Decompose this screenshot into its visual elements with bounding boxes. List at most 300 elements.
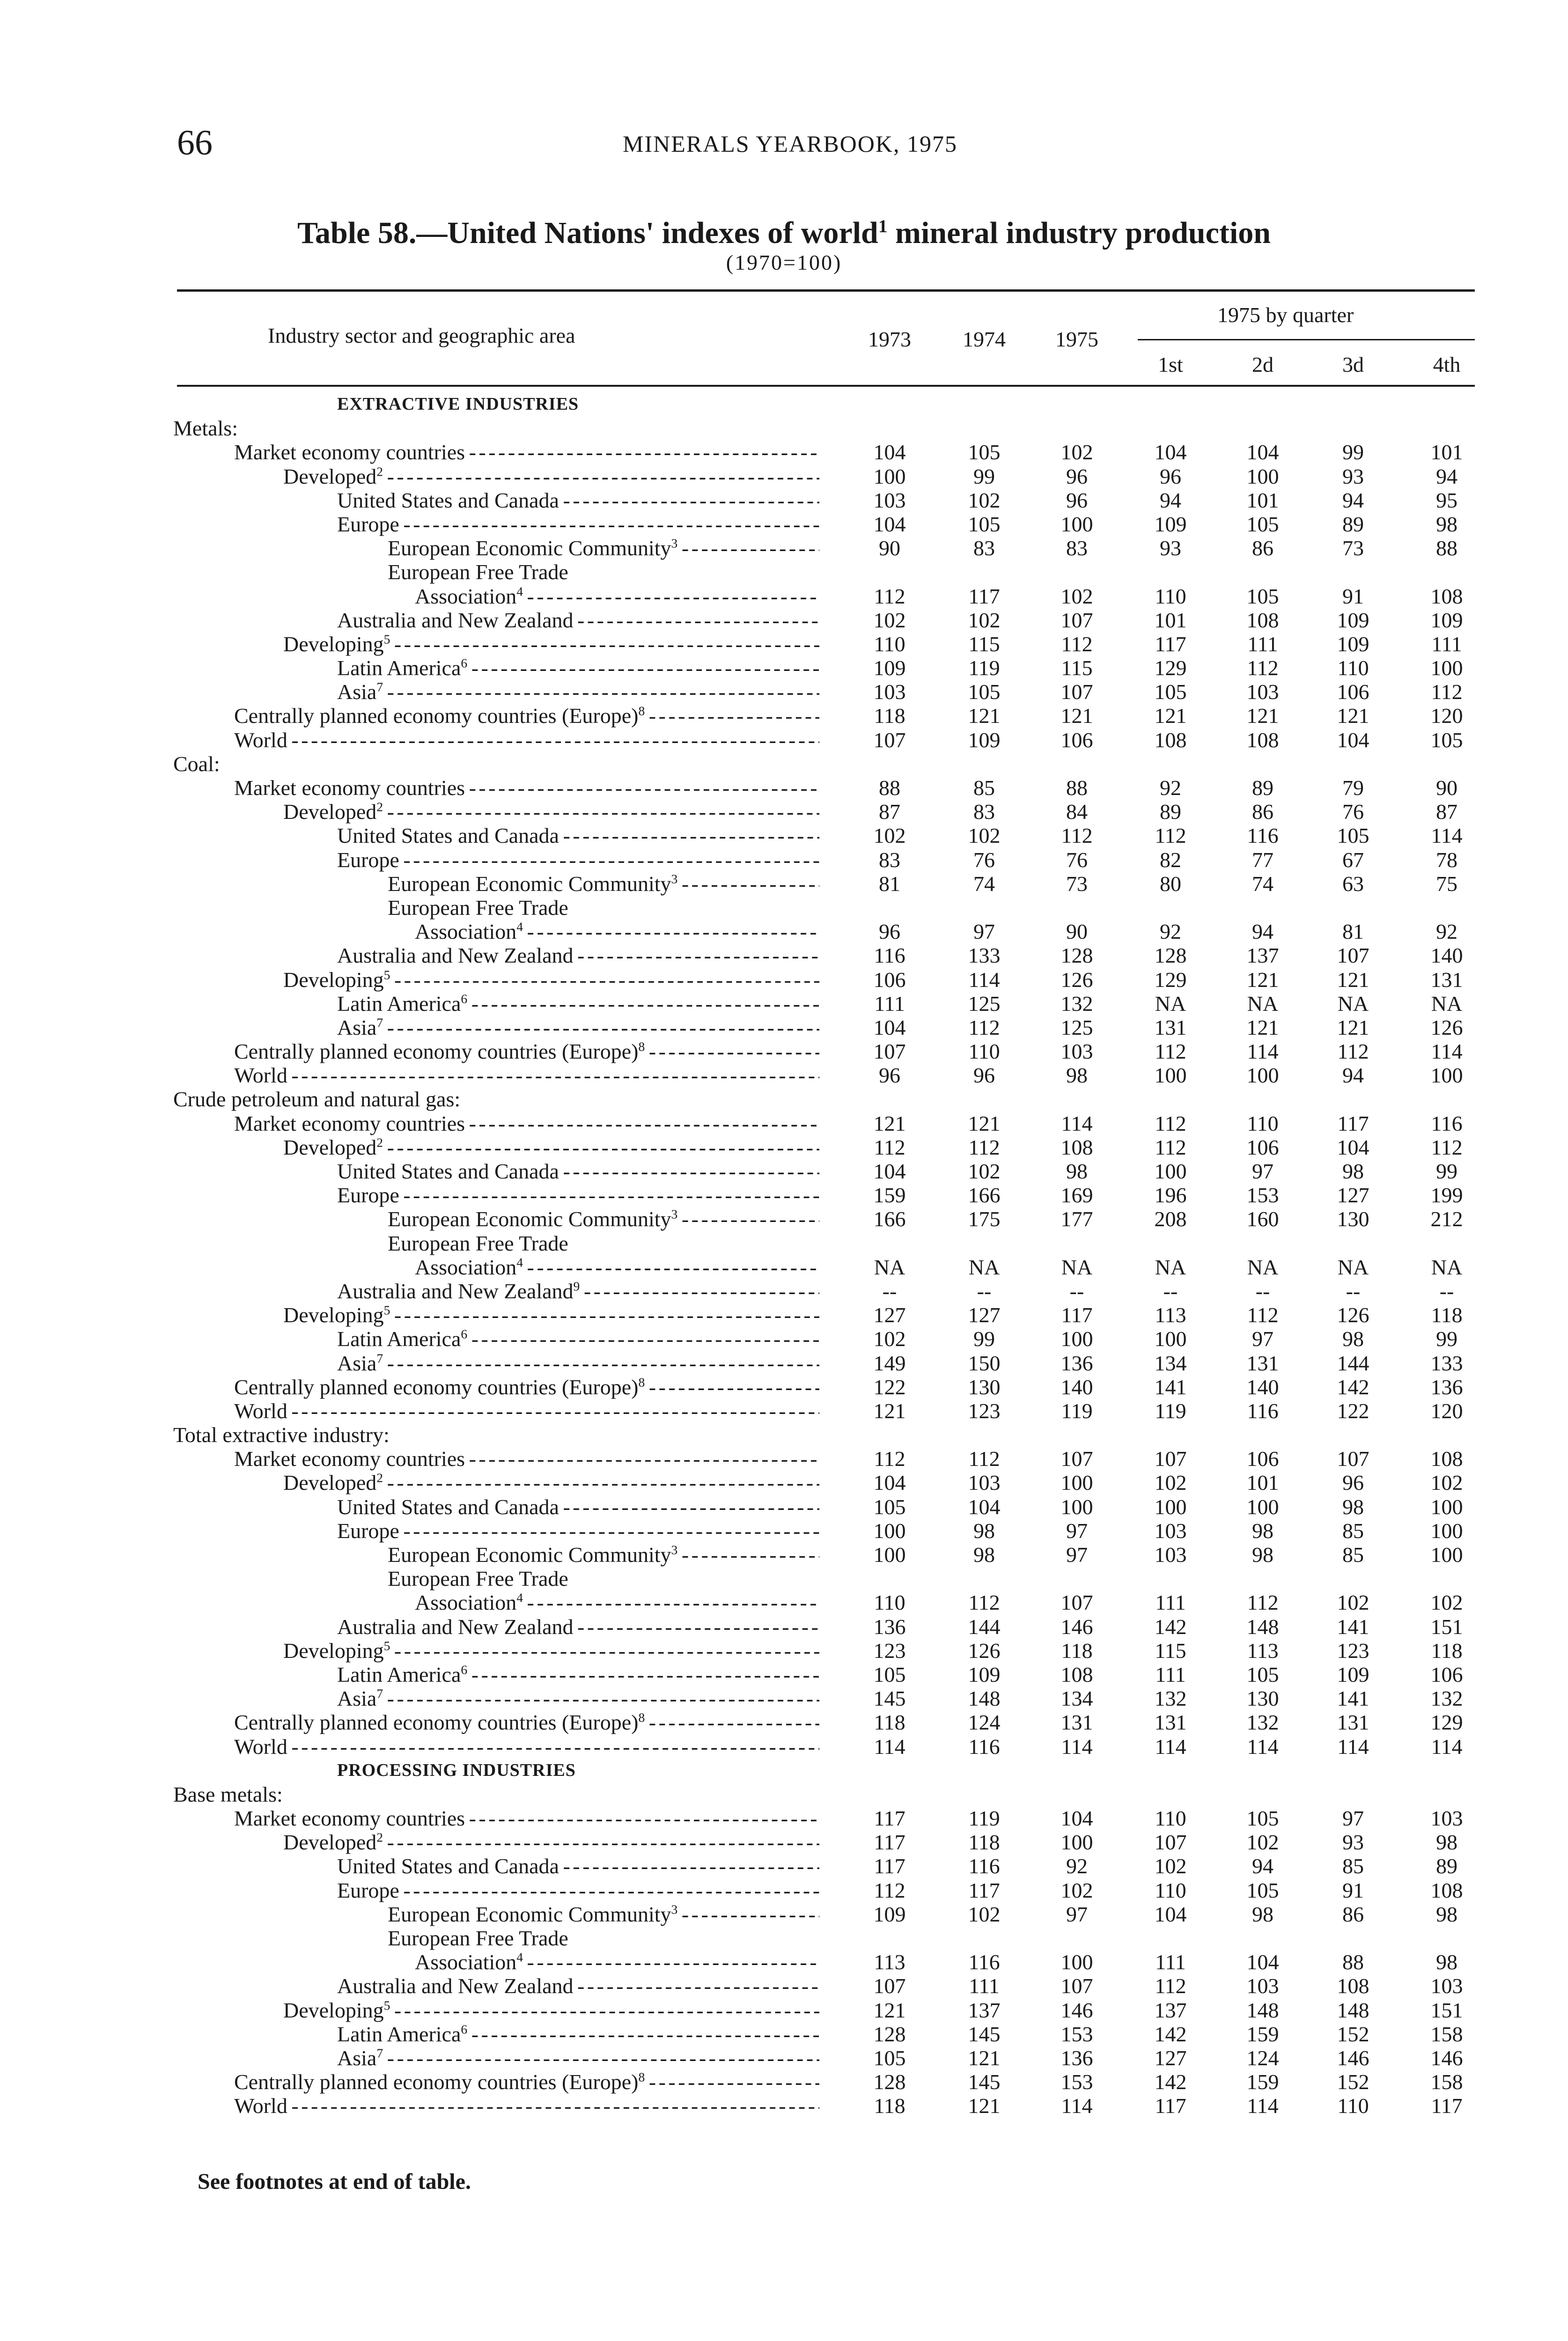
cell-1975-q2: 108 xyxy=(1246,608,1279,632)
group-heading-row xyxy=(0,416,1568,440)
row-label xyxy=(337,1878,819,1902)
row-footnote-marker: 4 xyxy=(516,920,523,934)
row-label-text: Developing xyxy=(283,1638,384,1663)
cell-1974: 130 xyxy=(968,1375,1001,1399)
cell-1975-q2: 100 xyxy=(1246,1063,1279,1088)
row-label-text: Latin America xyxy=(337,2022,461,2046)
cell-1975-q3: 85 xyxy=(1342,1518,1364,1543)
row-label xyxy=(234,776,819,800)
row-label-text: European Economic Community xyxy=(388,871,671,896)
row-label xyxy=(337,2046,819,2070)
row-label-text: Crude petroleum and natural gas: xyxy=(173,1087,461,1112)
cell-1974: 117 xyxy=(968,584,1000,608)
cell-1975-q1: 100 xyxy=(1154,1494,1187,1519)
cell-1975-q4: 108 xyxy=(1430,1878,1463,1902)
cell-1974: 76 xyxy=(973,847,995,872)
cell-1975-q4: 100 xyxy=(1430,1063,1463,1088)
cell-1975: 100 xyxy=(1060,1830,1093,1855)
cell-1975-q2: 110 xyxy=(1247,1111,1279,1135)
cell-1975-q2: 116 xyxy=(1247,1399,1279,1423)
cell-1975-q1: 89 xyxy=(1160,800,1181,824)
cell-1975-q1: 114 xyxy=(1155,1734,1186,1759)
row-label-text: Market economy countries xyxy=(234,776,465,800)
cell-1975-q1: 100 xyxy=(1154,1327,1187,1351)
cell-1974: 137 xyxy=(968,1998,1001,2022)
cell-1975-q1: 112 xyxy=(1155,1039,1186,1064)
row-label xyxy=(337,1159,819,1183)
row-label-text: United States and Canada xyxy=(337,1854,559,1878)
cell-1975: 84 xyxy=(1066,800,1088,824)
cell-1975-q4: NA xyxy=(1431,991,1463,1016)
cell-1974: 85 xyxy=(973,776,995,800)
cell-1975-q1: 134 xyxy=(1154,1351,1187,1375)
cell-1975-q3: 96 xyxy=(1342,1471,1364,1495)
cell-1973: 121 xyxy=(873,1399,906,1423)
cell-1973: 113 xyxy=(874,1950,905,1974)
cell-1975-q2: 112 xyxy=(1247,1303,1279,1327)
cell-1975: 100 xyxy=(1060,1471,1093,1495)
cell-1974: 121 xyxy=(968,1111,1001,1135)
header-quarter-4th: 4th xyxy=(1433,353,1461,376)
cell-1974: 112 xyxy=(968,1135,1000,1159)
cell-1974: 99 xyxy=(973,464,995,488)
cell-1975-q2: 100 xyxy=(1246,1494,1279,1519)
group-heading-row xyxy=(0,1087,1568,1111)
cell-1973: 87 xyxy=(879,800,900,824)
cell-1975-q2: 124 xyxy=(1246,2046,1279,2070)
row-label xyxy=(283,1639,819,1663)
cell-1975-q4: 102 xyxy=(1430,1471,1463,1495)
cell-1975-q2: 104 xyxy=(1246,1950,1279,1974)
table-row xyxy=(0,1255,1568,1279)
cell-1973: 110 xyxy=(874,1590,905,1615)
table-row xyxy=(0,1854,1568,1878)
cell-1975-q4: -- xyxy=(1439,1279,1454,1303)
cell-1975-q2: 105 xyxy=(1246,1662,1279,1686)
cell-1975-q2: 121 xyxy=(1246,967,1279,992)
cell-1975: 131 xyxy=(1060,1710,1093,1735)
section-heading-row xyxy=(0,392,1568,416)
cell-1975-q4: 103 xyxy=(1430,1974,1463,1998)
cell-1975: 115 xyxy=(1061,656,1093,680)
table-row xyxy=(0,1686,1568,1710)
cell-1974: 109 xyxy=(968,728,1001,752)
cell-1975-q1: 137 xyxy=(1154,1998,1187,2022)
cell-1973: 118 xyxy=(874,2094,905,2118)
cell-1975-q3: 88 xyxy=(1342,1950,1364,1974)
cell-1974: 104 xyxy=(968,1494,1001,1519)
cell-1973: 127 xyxy=(873,1303,906,1327)
cell-1975-q1: NA xyxy=(1155,1255,1186,1279)
cell-1974: 97 xyxy=(973,920,995,944)
table-row xyxy=(0,1543,1568,1567)
cell-1975-q4: 118 xyxy=(1431,1303,1463,1327)
table-row xyxy=(0,1495,1568,1519)
row-label xyxy=(415,1255,819,1279)
row-label-text: Asia xyxy=(337,2046,377,2070)
cell-1975-q4: 120 xyxy=(1430,704,1463,728)
cell-1974: NA xyxy=(968,1255,1000,1279)
cell-1975: 98 xyxy=(1066,1063,1088,1088)
cell-1973: 104 xyxy=(873,1015,906,1039)
row-label xyxy=(415,1950,819,1974)
row-label xyxy=(337,1279,819,1303)
header-sector: Industry sector and geographic area xyxy=(268,324,575,347)
cell-1975-q3: 109 xyxy=(1337,608,1369,632)
cell-1975-q4: 114 xyxy=(1431,1039,1463,1064)
cell-1975-q4: 132 xyxy=(1430,1686,1463,1711)
cell-1975-q3: 112 xyxy=(1337,1039,1369,1064)
cell-1975-q2: 86 xyxy=(1252,536,1274,560)
cell-1975-q1: 108 xyxy=(1154,728,1187,752)
table-row xyxy=(0,560,1568,584)
cell-1975-q4: 108 xyxy=(1430,1447,1463,1471)
cell-1975-q3: 85 xyxy=(1342,1543,1364,1567)
row-footnote-marker: 7 xyxy=(376,680,383,694)
cell-1975-q3: 141 xyxy=(1337,1686,1369,1711)
table-row xyxy=(0,1902,1568,1926)
cell-1975-q1: 112 xyxy=(1155,824,1186,848)
cell-1975-q2: 98 xyxy=(1252,1543,1274,1567)
group-heading-row xyxy=(0,1782,1568,1806)
table-row xyxy=(0,1303,1568,1327)
cell-1975-q3: 91 xyxy=(1342,1878,1364,1902)
row-label-text: European Free Trade xyxy=(388,895,568,920)
cell-1975-q2: 94 xyxy=(1252,920,1274,944)
cell-1975-q1: 102 xyxy=(1154,1854,1187,1878)
cell-1975-q2: 121 xyxy=(1246,704,1279,728)
row-label-text: Australia and New Zealand xyxy=(337,1279,574,1303)
cell-1975: -- xyxy=(1069,1279,1084,1303)
row-label-text: Europe xyxy=(337,1183,399,1207)
row-label-text: Latin America xyxy=(337,1327,461,1351)
cell-1973: 117 xyxy=(874,1854,905,1878)
cell-1975-q4: 120 xyxy=(1430,1399,1463,1423)
cell-1975-q1: 100 xyxy=(1154,1063,1187,1088)
running-head: MINERALS YEARBOOK, 1975 xyxy=(623,131,957,157)
row-label-text: Australia and New Zealand xyxy=(337,943,574,968)
cell-1975-q3: 94 xyxy=(1342,488,1364,512)
table-row xyxy=(0,1207,1568,1231)
cell-1973: 96 xyxy=(879,920,900,944)
cell-1974: 99 xyxy=(973,1327,995,1351)
row-footnote-marker: 4 xyxy=(516,584,523,599)
cell-1975-q4: 100 xyxy=(1430,1518,1463,1543)
cell-1975: 112 xyxy=(1061,824,1093,848)
cell-1975-q1: 80 xyxy=(1160,871,1181,896)
cell-1975-q4: 75 xyxy=(1436,871,1458,896)
table-row xyxy=(0,464,1568,488)
cell-1975-q3: 126 xyxy=(1337,1303,1369,1327)
cell-1975-q4: 88 xyxy=(1436,536,1458,560)
row-label xyxy=(283,968,819,992)
row-label-text: Developed xyxy=(283,1830,377,1855)
row-label-text: Developed xyxy=(283,1471,377,1495)
row-label-text: Coal: xyxy=(173,751,220,776)
cell-1975-q3: 131 xyxy=(1337,1710,1369,1735)
row-label xyxy=(337,608,819,632)
row-label-text: Europe xyxy=(337,1878,399,1902)
cell-1975-q4: 100 xyxy=(1430,1543,1463,1567)
cell-1975-q3: 121 xyxy=(1337,1015,1369,1039)
cell-1973: 107 xyxy=(873,1974,906,1998)
row-label-text: Developed xyxy=(283,464,377,488)
row-label xyxy=(283,1471,819,1494)
cell-1975-q4: 212 xyxy=(1430,1207,1463,1231)
cell-1975: NA xyxy=(1061,1255,1093,1279)
row-label xyxy=(388,560,568,584)
cell-1975: 107 xyxy=(1060,1974,1093,1998)
cell-1974: 119 xyxy=(968,1806,1000,1831)
cell-1975-q3: 130 xyxy=(1337,1207,1369,1231)
row-label xyxy=(234,1375,819,1399)
cell-1975: 169 xyxy=(1060,1183,1093,1207)
cell-1975-q1: 111 xyxy=(1155,1950,1186,1974)
cell-1975-q4: 99 xyxy=(1436,1159,1458,1183)
row-label-text: World xyxy=(234,1063,287,1088)
table-row xyxy=(0,1519,1568,1543)
cell-1973: 117 xyxy=(874,1806,905,1831)
row-label-text: Asia xyxy=(337,1351,377,1375)
table-row xyxy=(0,1710,1568,1734)
table-row xyxy=(0,1590,1568,1614)
cell-1975: 103 xyxy=(1060,1039,1093,1064)
cell-1975-q1: 102 xyxy=(1154,1471,1187,1495)
table-row xyxy=(0,608,1568,632)
cell-1975-q3: 89 xyxy=(1342,512,1364,536)
cell-1975: 128 xyxy=(1060,943,1093,968)
cell-1973: 112 xyxy=(874,1447,905,1471)
cell-1975-q1: 117 xyxy=(1155,632,1186,656)
row-label xyxy=(234,1710,819,1734)
cell-1973: 102 xyxy=(873,1327,906,1351)
cell-1975-q4: 108 xyxy=(1430,584,1463,608)
row-footnote-marker: 3 xyxy=(671,1902,678,1917)
table-row xyxy=(0,968,1568,992)
cell-1974: 118 xyxy=(968,1830,1000,1855)
cell-1975-q1: 101 xyxy=(1154,608,1187,632)
cell-1975-q4: 126 xyxy=(1430,1015,1463,1039)
cell-1975: 118 xyxy=(1061,1638,1093,1663)
table-row xyxy=(0,1327,1568,1351)
row-label-text: European Economic Community xyxy=(388,1902,671,1926)
row-label-text: European Free Trade xyxy=(388,560,568,584)
row-label-text: Developed xyxy=(283,800,377,824)
cell-1975-q1: 112 xyxy=(1155,1135,1186,1159)
cell-1975-q4: 131 xyxy=(1430,967,1463,992)
cell-1974: 111 xyxy=(969,1974,1000,1998)
cell-1975-q1: 107 xyxy=(1154,1830,1187,1855)
cell-1975-q1: 92 xyxy=(1160,776,1181,800)
cell-1975-q3: 81 xyxy=(1342,920,1364,944)
cell-1973: 104 xyxy=(873,1471,906,1495)
row-label xyxy=(337,392,579,416)
cell-1975-q4: 111 xyxy=(1431,632,1462,656)
cell-1975-q3: 146 xyxy=(1337,2046,1369,2070)
row-footnote-marker: 2 xyxy=(376,464,383,479)
cell-1975-q4: 114 xyxy=(1431,824,1463,848)
cell-1973: 90 xyxy=(879,536,900,560)
row-label xyxy=(415,920,819,943)
row-label-text: Association xyxy=(415,1590,517,1615)
cell-1974: 145 xyxy=(968,2022,1001,2046)
cell-1975-q1: 107 xyxy=(1154,1447,1187,1471)
cell-1973: 102 xyxy=(873,824,906,848)
row-footnote-marker: 7 xyxy=(376,1686,383,1701)
row-label-text: European Free Trade xyxy=(388,1926,568,1950)
cell-1973: 123 xyxy=(873,1638,906,1663)
cell-1975-q1: 119 xyxy=(1155,1399,1186,1423)
header-year-1975: 1975 xyxy=(1055,327,1098,351)
row-label xyxy=(234,1735,819,1759)
row-label-text: Metals: xyxy=(173,416,238,441)
row-label-text: Association xyxy=(415,1950,517,1974)
cell-1975-q1: 92 xyxy=(1160,920,1181,944)
row-label-text: Developing xyxy=(283,1303,384,1327)
cell-1975-q4: 151 xyxy=(1430,1614,1463,1639)
row-label xyxy=(337,1519,819,1543)
cell-1975-q2: 101 xyxy=(1246,1471,1279,1495)
cell-1975-q2: 137 xyxy=(1246,943,1279,968)
cell-1975-q1: 104 xyxy=(1154,440,1187,464)
row-label xyxy=(234,440,819,464)
table-row xyxy=(0,1663,1568,1686)
cell-1975-q3: 76 xyxy=(1342,800,1364,824)
cell-1975-q4: 92 xyxy=(1436,920,1458,944)
header-year-1974: 1974 xyxy=(963,327,1006,351)
cell-1974: 105 xyxy=(968,512,1001,536)
row-label xyxy=(337,1854,819,1878)
cell-1973: 109 xyxy=(873,1902,906,1926)
row-label-text: Association xyxy=(415,1255,517,1279)
cell-1975: 140 xyxy=(1060,1375,1093,1399)
row-label xyxy=(337,848,819,872)
cell-1975-q4: NA xyxy=(1431,1255,1463,1279)
table-title xyxy=(0,215,1568,251)
cell-1975-q4: 78 xyxy=(1436,847,1458,872)
cell-1975-q2: 111 xyxy=(1247,632,1278,656)
header-quarter-2d: 2d xyxy=(1252,353,1274,376)
cell-1974: -- xyxy=(977,1279,992,1303)
table-title-footnote: 1 xyxy=(878,216,888,236)
cell-1975-q1: 103 xyxy=(1154,1543,1187,1567)
cell-1975-q2: 77 xyxy=(1252,847,1274,872)
table-row xyxy=(0,1231,1568,1255)
cell-1975: 97 xyxy=(1066,1543,1088,1567)
cell-1975-q1: 111 xyxy=(1155,1662,1186,1686)
cell-1973: 104 xyxy=(873,512,906,536)
table-row xyxy=(0,824,1568,847)
table-row xyxy=(0,776,1568,800)
cell-1973: 107 xyxy=(873,728,906,752)
cell-1975-q4: 151 xyxy=(1430,1998,1463,2022)
cell-1975-q1: 112 xyxy=(1155,1111,1186,1135)
row-label-text: Asia xyxy=(337,680,377,704)
row-label xyxy=(283,1998,819,2022)
header-year-1973: 1973 xyxy=(868,327,911,351)
cell-1975-q1: 110 xyxy=(1155,1878,1186,1902)
cell-1975-q4: 158 xyxy=(1430,2022,1463,2046)
cell-1975-q2: 112 xyxy=(1247,1590,1279,1615)
row-footnote-marker: 8 xyxy=(638,1039,645,1054)
cell-1975-q1: 121 xyxy=(1154,704,1187,728)
cell-1975-q3: 102 xyxy=(1337,1590,1369,1615)
cell-1973: 112 xyxy=(874,584,905,608)
row-label-text: Australia and New Zealand xyxy=(337,608,574,632)
cell-1975-q3: 152 xyxy=(1337,2022,1369,2046)
cell-1973: 107 xyxy=(873,1039,906,1064)
row-label xyxy=(283,1135,819,1159)
row-label xyxy=(234,1399,819,1423)
table-row xyxy=(0,2094,1568,2118)
row-label xyxy=(283,464,819,488)
row-label xyxy=(337,1759,576,1782)
cell-1973: 118 xyxy=(874,1710,905,1735)
cell-1973: 102 xyxy=(873,608,906,632)
cell-1975-q4: 90 xyxy=(1436,776,1458,800)
row-label xyxy=(283,800,819,824)
cell-1975-q3: 79 xyxy=(1342,776,1364,800)
cell-1973: 100 xyxy=(873,1518,906,1543)
cell-1974: 121 xyxy=(968,2046,1001,2070)
cell-1973: 159 xyxy=(873,1183,906,1207)
row-footnote-marker: 3 xyxy=(671,1207,678,1222)
table-row xyxy=(0,488,1568,512)
row-label-text: European Economic Community xyxy=(388,1543,671,1567)
cell-1975-q3: 106 xyxy=(1337,680,1369,704)
row-label-text: Market economy countries xyxy=(234,440,465,464)
cell-1974: 83 xyxy=(973,800,995,824)
row-label-text: Centrally planned economy countries (Europe) xyxy=(234,704,639,728)
cell-1975-q2: 102 xyxy=(1246,1830,1279,1855)
group-heading-row xyxy=(0,1423,1568,1447)
row-label xyxy=(337,680,819,704)
cell-1974: 98 xyxy=(973,1518,995,1543)
row-label xyxy=(234,1447,819,1471)
cell-1975-q3: 93 xyxy=(1342,1830,1364,1855)
cell-1975: 100 xyxy=(1060,1494,1093,1519)
cell-1973: 83 xyxy=(879,847,900,872)
table-row xyxy=(0,656,1568,680)
cell-1975-q1: 111 xyxy=(1155,1590,1186,1615)
row-label xyxy=(388,1926,568,1950)
cell-1973: 105 xyxy=(873,2046,906,2070)
cell-1975-q4: 118 xyxy=(1431,1638,1463,1663)
table-row xyxy=(0,943,1568,967)
row-footnote-marker: 6 xyxy=(461,1327,468,1341)
cell-1974: 109 xyxy=(968,1662,1001,1686)
cell-1974: 121 xyxy=(968,704,1001,728)
cell-1975-q4: 105 xyxy=(1430,728,1463,752)
cell-1975-q4: 98 xyxy=(1436,512,1458,536)
row-label xyxy=(173,416,238,440)
cell-1975-q4: 101 xyxy=(1430,440,1463,464)
cell-1975-q2: 153 xyxy=(1246,1183,1279,1207)
cell-1975-q3: 114 xyxy=(1337,1734,1369,1759)
cell-1975: 100 xyxy=(1060,1327,1093,1351)
row-label-text: PROCESSING INDUSTRIES xyxy=(337,1760,576,1780)
cell-1974: 150 xyxy=(968,1351,1001,1375)
cell-1975-q2: 105 xyxy=(1246,1806,1279,1831)
cell-1975-q2: 100 xyxy=(1246,464,1279,488)
cell-1975: 107 xyxy=(1060,1447,1093,1471)
cell-1975-q4: 146 xyxy=(1430,2046,1463,2070)
row-footnote-marker: 6 xyxy=(461,656,468,670)
table-row xyxy=(0,1351,1568,1375)
row-footnote-marker: 6 xyxy=(461,991,468,1006)
row-footnote-marker: 5 xyxy=(383,632,390,647)
cell-1975: 119 xyxy=(1061,1399,1093,1423)
